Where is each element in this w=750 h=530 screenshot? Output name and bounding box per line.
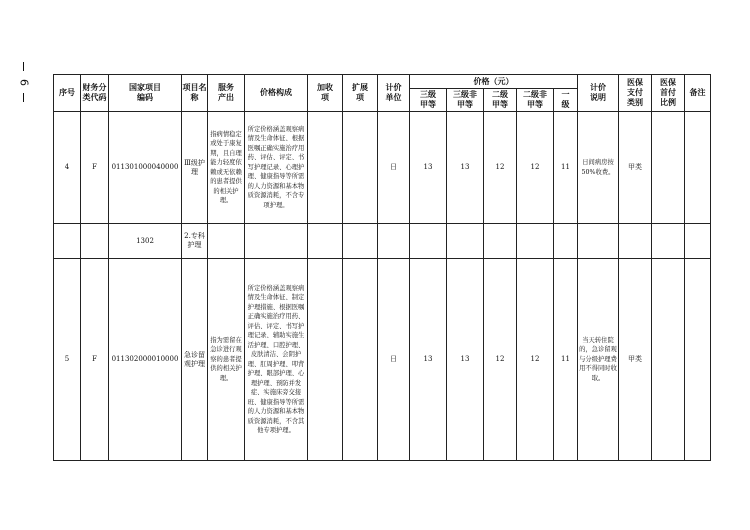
row-p1: 13: [410, 112, 447, 224]
row-empty: [343, 224, 378, 259]
row-content: 所定价格涵盖观察病情及生命体征、制定护理措施、根据医嘱正确实施治疗用药、评估、评定、书写护理记录、辅助实施生活护理、口腔护理、皮肤清洁、会阴护理、肛周护理、叩背护理、眼部护理、心理护理、预防并发症、实施床旁交接班、健康指导等所需的人力资源和基本物质资源消耗，不含其他专项护理。: [245, 259, 308, 461]
row-empty: [554, 224, 578, 259]
row-empty: [578, 224, 619, 259]
table-row: [54, 224, 711, 259]
row-p4: 12: [517, 112, 554, 224]
row-p1: 13: [410, 259, 447, 461]
row-fin: [81, 224, 109, 259]
header-row: [54, 75, 711, 89]
header-p3: 二级甲等: [484, 89, 517, 112]
row-p2: 13: [447, 112, 484, 224]
row-ratio: [652, 112, 685, 224]
row-ins: 甲类: [619, 112, 652, 224]
header-p5: 一级: [554, 89, 578, 112]
page-number-value: 6: [17, 79, 31, 86]
header-ratio: 医保首付比例: [652, 75, 685, 112]
row-add: [308, 259, 343, 461]
row-empty: [410, 224, 447, 259]
row-empty: [447, 224, 484, 259]
row-empty: [245, 224, 308, 259]
row-p3: 12: [484, 112, 517, 224]
row-empty: [308, 224, 343, 259]
row-ext: [343, 259, 378, 461]
row-empty: [484, 224, 517, 259]
row-unit: 日: [378, 259, 410, 461]
row-code: 011301000040000: [109, 112, 182, 224]
row-empty: [652, 224, 685, 259]
row-fin: F: [81, 259, 109, 461]
table-row: [54, 112, 711, 224]
row-seq: [54, 224, 81, 259]
header-add: 加收项: [308, 75, 343, 112]
header-p4: 二级非甲等: [517, 89, 554, 112]
row-seq: 4: [54, 112, 81, 224]
header-remark: 备注: [685, 75, 711, 112]
header-fin: 财务分类代码: [81, 75, 109, 112]
row-note: 日间病房按50%收费。: [578, 112, 619, 224]
header-seq: 序号: [54, 75, 81, 112]
row-ins: 甲类: [619, 259, 652, 461]
row-ext: [343, 112, 378, 224]
table-row: [54, 259, 711, 461]
header-code: 国家项目编码: [109, 75, 182, 112]
header-service: 服务产出: [208, 75, 245, 112]
row-code: 1302: [109, 224, 182, 259]
row-empty: [619, 224, 652, 259]
row-name: 急诊留观护理: [182, 259, 208, 461]
header-price-group: 价格（元）: [410, 75, 578, 89]
row-code: 011302000010000: [109, 259, 182, 461]
row-seq: 5: [54, 259, 81, 461]
header-name: 项目名称: [182, 75, 208, 112]
page-number: [14, 62, 34, 102]
header-content: 价格构成: [245, 75, 308, 112]
row-fin: F: [81, 112, 109, 224]
row-p2: 13: [447, 259, 484, 461]
row-service: 指为需留在急诊进行观察的患者提供的相关护理。: [208, 259, 245, 461]
header-ext: 扩展项: [343, 75, 378, 112]
header-p2: 三级非甲等: [447, 89, 484, 112]
row-remark: [685, 112, 711, 224]
row-p5: 11: [554, 112, 578, 224]
row-note: 当天转住院的，急诊留观与分级护理费用不得同时收取。: [578, 259, 619, 461]
header-note: 计价说明: [578, 75, 619, 112]
row-remark: [685, 259, 711, 461]
row-add: [308, 112, 343, 224]
row-name: Ⅲ级护理: [182, 112, 208, 224]
header-unit: 计价单位: [378, 75, 410, 112]
row-ratio: [652, 259, 685, 461]
header-p1: 三级甲等: [410, 89, 447, 112]
row-service: 指病情稳定或处于康复期，且自理能力轻度依赖或无依赖的患者提供的相关护理。: [208, 112, 245, 224]
row-empty: [208, 224, 245, 259]
row-empty: [685, 224, 711, 259]
row-p3: 12: [484, 259, 517, 461]
price-table: [53, 74, 711, 461]
row-empty: [517, 224, 554, 259]
row-p5: 11: [554, 259, 578, 461]
row-content: 所定价格涵盖观察病情及生命体征、根据医嘱正确实施治疗用药、评估、评定、书写护理记录、心理护理、健康指导等所需的人力资源和基本物质资源消耗，不含专项护理。: [245, 112, 308, 224]
row-p4: 12: [517, 259, 554, 461]
row-name: 2.专科护理: [182, 224, 208, 259]
header-ins: 医保支付类别: [619, 75, 652, 112]
row-empty: [378, 224, 410, 259]
row-unit: 日: [378, 112, 410, 224]
